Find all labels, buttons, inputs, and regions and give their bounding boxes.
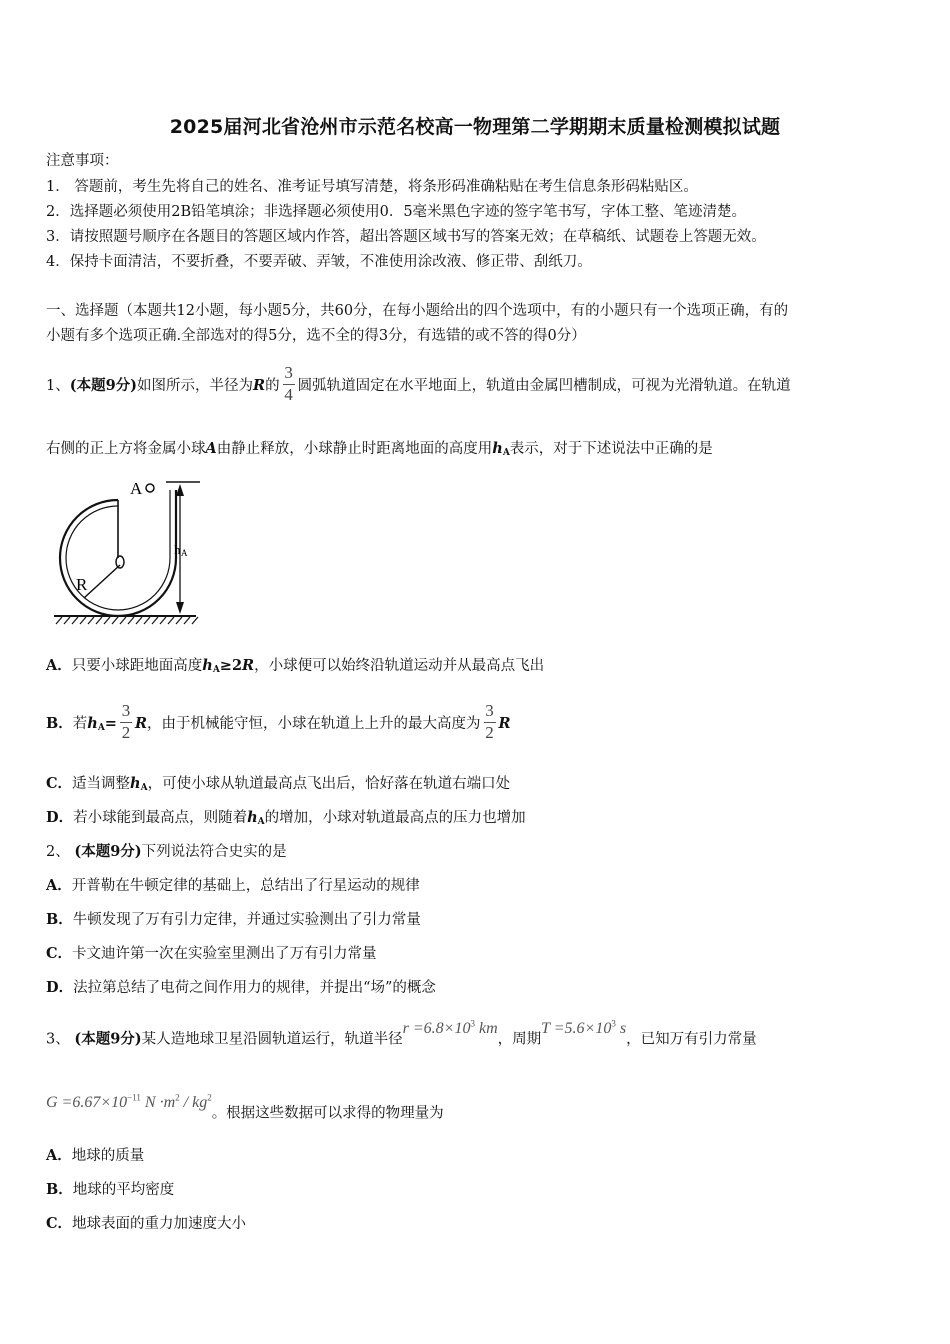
q1-height-subscript: A xyxy=(502,448,510,458)
fraction-denominator: 2 xyxy=(485,723,494,742)
q1-text: 如图所示，半径为 xyxy=(137,378,254,394)
notice-item-4: 4．保持卡面清洁，不要折叠，不要弄破、弄皱，不准使用涂改液、修正带、刮纸刀。 xyxy=(46,254,592,270)
formula-exponent: 3 xyxy=(611,1019,616,1029)
q3-text: ，已知万有引力常量 xyxy=(626,1031,757,1048)
notice-item-3: 3．请按照题号顺序在各题目的答题区域内作答，超出答题区域书写的答案无效；在草稿纸、试题卷上答题无效。 xyxy=(46,229,766,245)
radius-symbol: R xyxy=(498,715,511,732)
fraction-denominator: 4 xyxy=(284,385,293,404)
height-symbol: h xyxy=(87,715,98,732)
q3-text: 。根据这些数据可以求得的物理量为 xyxy=(211,1105,444,1122)
section-instructions-line1: 一、选择题（本题共12小题，每小题5分，共60分，在每小题给出的四个选项中，有的小题只有一个选项正确，有的 xyxy=(46,303,789,319)
q1-option-c[interactable] xyxy=(46,774,510,798)
option-text: 开普勒在牛顿定律的基础上，总结出了行星运动的规律 xyxy=(71,878,420,894)
figure-label-r: R xyxy=(76,575,88,594)
formula-unit: / kg xyxy=(179,1094,208,1112)
option-label: A． xyxy=(46,877,72,894)
radius-symbol: R xyxy=(242,657,255,674)
option-label: D． xyxy=(46,979,74,996)
fraction-numerator: 3 xyxy=(284,363,293,382)
option-text: 地球表面的重力加速度大小 xyxy=(72,1216,247,1232)
height-symbol: h xyxy=(130,775,141,792)
q1-option-a[interactable] xyxy=(46,656,544,680)
period-formula xyxy=(541,1020,626,1037)
q1-figure xyxy=(50,470,210,635)
equals: = xyxy=(104,715,117,732)
q1-text: 圆弧轨道固定在水平地面上，轨道由金属凹槽制成，可视为光滑轨道。在轨道 xyxy=(297,378,791,394)
option-label: D． xyxy=(46,809,74,826)
q2-option-d[interactable] xyxy=(46,978,436,998)
formula-text: G =6.67×10 xyxy=(46,1094,128,1112)
option-label: A． xyxy=(46,657,72,674)
option-text: 地球的平均密度 xyxy=(72,1182,175,1198)
option-text: 适当调整 xyxy=(72,776,131,792)
q2-option-c[interactable] xyxy=(46,944,377,964)
q2-number: 2、 xyxy=(46,844,70,860)
q1-text: 表示，对于下述说法中正确的是 xyxy=(509,441,713,457)
q1-number: 1、 xyxy=(46,378,70,394)
condition: ≥2 xyxy=(219,657,243,674)
gravitational-constant-formula xyxy=(46,1094,212,1111)
arrow-up-icon xyxy=(176,484,184,496)
orbit-radius-formula xyxy=(403,1020,498,1037)
formula-exponent: −11 xyxy=(127,1093,141,1103)
fraction xyxy=(120,702,132,742)
q3-text: 某人造地球卫星沿圆轨道运行，轨道半径 xyxy=(141,1031,403,1048)
figure-label-a: A xyxy=(130,479,143,498)
center-point xyxy=(116,556,124,568)
option-label: C． xyxy=(46,775,73,792)
section-instructions-line2: 小题有多个选项正确.全部选对的得5分，选不全的得3分，有选错的或不答的得0分） xyxy=(46,328,586,344)
formula-exponent: 2 xyxy=(175,1093,180,1103)
notice-heading: 注意事项： xyxy=(46,153,119,169)
ground-hatching xyxy=(56,617,198,624)
q1-ball-symbol: A xyxy=(205,440,217,457)
height-subscript: A xyxy=(257,817,265,827)
figure-label-h: h xyxy=(174,542,181,557)
q2-stem xyxy=(46,842,287,862)
notice-item-1: 1． 答题前，考生先将自己的姓名、准考证号填写清楚，将条形码准确粘贴在考生信息条形码粘贴区。 xyxy=(46,179,698,195)
q1-option-b[interactable] xyxy=(46,701,511,748)
formula-unit: N ·m xyxy=(140,1094,176,1112)
notice-item-2: 2．选择题必须使用2B铅笔填涂；非选择题必须使用0．5毫米黑色字迹的签字笔书写，字体工整、笔迹清楚。 xyxy=(46,204,747,220)
formula-unit: s xyxy=(615,1020,627,1038)
q1-fraction xyxy=(283,364,295,404)
q1-points: (本题9分) xyxy=(69,377,138,394)
q3-option-c[interactable] xyxy=(46,1214,246,1234)
formula-exponent: 3 xyxy=(470,1019,475,1029)
option-text: 法拉第总结了电荷之间作用力的规律，并提出“场”的概念 xyxy=(73,980,436,996)
q2-points: (本题9分) xyxy=(74,843,142,860)
q2-option-b[interactable] xyxy=(46,910,421,930)
q1-radius-symbol: R xyxy=(253,377,266,394)
option-text: 卡文迪许第一次在实验室里测出了万有引力常量 xyxy=(72,946,377,962)
formula-unit: km xyxy=(474,1020,498,1038)
q3-number: 3、 xyxy=(46,1031,70,1048)
option-text: 若 xyxy=(72,716,88,732)
q3-text: ，周期 xyxy=(497,1031,542,1048)
q3-points: (本题9分) xyxy=(74,1030,142,1048)
option-text: ，可使小球从轨道最高点飞出后，恰好落在轨道右端口处 xyxy=(147,776,511,792)
option-text: 地球的质量 xyxy=(71,1148,145,1164)
q3-stem-line2 xyxy=(46,1092,444,1129)
option-text: ，小球便可以始终沿轨道运动并从最高点飞出 xyxy=(254,658,545,674)
arrow-down-icon xyxy=(176,602,184,614)
q1-stem-line1 xyxy=(46,363,791,406)
height-subscript: A xyxy=(212,665,220,675)
formula-text: r =6.8×10 xyxy=(402,1020,471,1038)
radius-symbol: R xyxy=(134,715,148,732)
formula-exponent: 2 xyxy=(207,1093,212,1103)
page-title: 2025届河北省沧州市示范名校高一物理第二学期期末质量检测模拟试题 xyxy=(169,116,781,138)
option-label: B． xyxy=(46,1181,73,1198)
option-label: C． xyxy=(46,945,73,962)
height-symbol: h xyxy=(247,809,258,826)
fraction-numerator: 3 xyxy=(485,701,494,720)
q2-text: 下列说法符合史实的是 xyxy=(141,844,287,860)
q2-option-a[interactable] xyxy=(46,876,420,896)
option-text: 若小球能到最高点，则随着 xyxy=(73,810,248,826)
option-label: C． xyxy=(46,1215,73,1232)
q1-option-d[interactable] xyxy=(46,808,526,832)
q1-height-symbol: h xyxy=(492,440,503,457)
q1-stem-line2 xyxy=(46,439,713,463)
fraction xyxy=(484,702,496,742)
fraction-numerator: 3 xyxy=(121,701,131,720)
q3-option-a[interactable] xyxy=(46,1146,144,1166)
option-label: B． xyxy=(46,715,73,732)
ball-icon xyxy=(146,484,154,492)
figure-label-h-subscript: A xyxy=(181,548,188,558)
fraction-denominator: 2 xyxy=(121,723,131,742)
option-text: 牛顿发现了万有引力定律，并通过实验测出了引力常量 xyxy=(72,912,421,928)
q1-text: 右侧的正上方将金属小球 xyxy=(46,441,206,457)
option-text: ，由于机械能守恒，小球在轨道上上升的最大高度为 xyxy=(147,716,481,732)
option-text: 的增加，小球对轨道最高点的压力也增加 xyxy=(264,810,526,826)
q1-text: 的 xyxy=(265,378,280,394)
q1-text: 由静止释放，小球静止时距离地面的高度用 xyxy=(216,441,493,457)
q3-option-b[interactable] xyxy=(46,1180,174,1200)
formula-text: T =5.6×10 xyxy=(541,1020,612,1038)
option-label: A． xyxy=(46,1147,72,1164)
option-text: 只要小球距地面高度 xyxy=(71,658,203,674)
radius-line xyxy=(84,565,120,598)
height-symbol: h xyxy=(202,657,213,674)
option-label: B． xyxy=(46,911,73,928)
q3-stem-line1 xyxy=(46,1018,757,1055)
height-subscript: A xyxy=(140,783,148,793)
height-subscript: A xyxy=(97,723,105,733)
